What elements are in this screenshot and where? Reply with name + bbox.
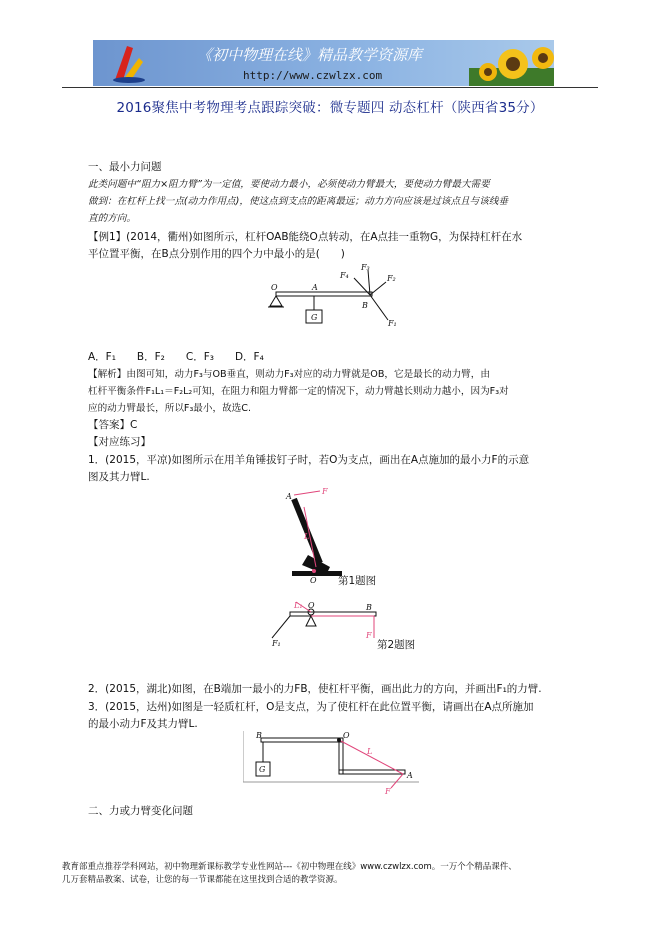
example1-options: A．F₁ B．F₂ C．F₃ D．F₄ bbox=[88, 351, 264, 363]
section1-intro-3: 直的方向。 bbox=[88, 213, 136, 224]
fig-q1-caption: 第1题图 bbox=[338, 575, 377, 587]
force-f1-arrow bbox=[272, 616, 290, 638]
label-b: B bbox=[366, 603, 372, 612]
lever-bar bbox=[276, 292, 372, 296]
q3-line1: 3．(2015，达州)如图是一轻质杠杆，O是支点，为了使杠杆在此位置平衡，请画出在A点所施加 bbox=[88, 701, 534, 713]
label-f1: F₁ bbox=[272, 639, 281, 648]
fulcrum bbox=[270, 296, 282, 306]
board bbox=[292, 571, 342, 576]
label-f1: F₁ bbox=[388, 319, 397, 328]
q3-line2: 的最小动力F及其力臂L. bbox=[88, 718, 198, 730]
force-f3-arrow bbox=[368, 270, 370, 295]
lever-bar bbox=[290, 612, 376, 616]
hammer-handle bbox=[294, 499, 320, 563]
label-g: G bbox=[311, 313, 318, 322]
section1-intro-1: 此类问题中“阻力×阻力臂”为一定值，要使动力最小，必须使动力臂最大，要使动力臂最大需要 bbox=[88, 179, 490, 190]
lever-vertical bbox=[339, 738, 343, 774]
footer-line1: 教育部重点推荐学科网站，初中物理新课标教学专业性网站---《初中物理在线》www.czwlzx.com。一万个个精品课件、 bbox=[62, 862, 517, 872]
banner-graphic bbox=[93, 40, 554, 86]
page-title: 2016聚焦中考物理考点跟踪突破：微专题四 动态杠杆（陕西省35分） bbox=[116, 100, 544, 116]
example1-analysis-3: 应的动力臂最长，所以F₃最小，故选C. bbox=[88, 403, 252, 414]
banner-title: 《初中物理在线》精品教学资源库 bbox=[197, 46, 423, 64]
force-f1-arrow bbox=[370, 295, 388, 320]
header-banner bbox=[93, 40, 554, 86]
example1-line2: 平位置平衡，在B点分别作用的四个力中最小的是( ) bbox=[88, 248, 345, 260]
footer bbox=[62, 861, 602, 887]
label-o: O bbox=[308, 601, 315, 610]
label-f: F bbox=[385, 787, 391, 796]
lever-arm-l bbox=[339, 740, 403, 774]
pivot-o bbox=[312, 569, 316, 573]
label-a: A bbox=[312, 283, 318, 292]
label-g: G bbox=[259, 765, 266, 774]
label-a: A bbox=[286, 492, 292, 501]
figure-q1 bbox=[282, 485, 352, 585]
label-l: L bbox=[304, 532, 310, 541]
example1-analysis-1: 【解析】由图可知，动力F₃与OB垂直，则动力F₃对应的动力臂就是OB，它是最长的动力臂，由 bbox=[88, 369, 490, 380]
label-l: L bbox=[367, 747, 373, 756]
header-divider bbox=[62, 87, 598, 88]
practice-heading: 【对应练习】 bbox=[88, 436, 151, 448]
label-o: O bbox=[343, 731, 350, 740]
section1-heading: 一、最小力问题 bbox=[88, 161, 162, 173]
label-b: B bbox=[362, 301, 368, 310]
label-b: B bbox=[256, 731, 262, 740]
label-f4: F₄ bbox=[340, 271, 349, 280]
banner-url[interactable]: http://www.czwlzx.com bbox=[243, 69, 383, 82]
footer-line2: 几万套精品教案、试卷，让您的每一节课都能在这里找到合适的教学资源。 bbox=[62, 875, 343, 885]
figure-q2 bbox=[268, 598, 380, 648]
example1-line1: 【例1】(2014，衢州)如图所示，杠杆OAB能绕O点转动，在A点挂一重物G，为保持杠杆在水 bbox=[88, 231, 523, 243]
label-f: F bbox=[366, 631, 372, 640]
lever-top bbox=[261, 738, 343, 742]
q1-line1: 1．(2015，平凉)如图所示在用羊角锤拔钉子时，若O为支点，画出在A点施加的最小力F的示意 bbox=[88, 454, 530, 466]
label-a: A bbox=[407, 771, 413, 780]
lever-bottom bbox=[339, 770, 405, 774]
label-o: O bbox=[271, 283, 278, 292]
force-f2-arrow bbox=[370, 282, 386, 295]
fulcrum bbox=[306, 616, 316, 626]
example1-answer: 【答案】C bbox=[88, 419, 138, 431]
q2-text: 2．(2015，湖北)如图，在B端加一最小的力FB，使杠杆平衡，画出此力的方向，并画出F₁的力臂. bbox=[88, 683, 542, 695]
section1-intro-2: 做到：在杠杆上找一点(动力作用点)，使这点到支点的距离最远；动力方向应该是过该点且与该线垂 bbox=[88, 196, 509, 207]
example1-analysis-2: 杠杆平衡条件F₁L₁＝F₂L₂可知，在阻力和阻力臂都一定的情况下，动力臂越长则动力越小，因为F₃对 bbox=[88, 386, 509, 397]
label-f: F bbox=[322, 487, 328, 496]
label-f2: F₂ bbox=[387, 274, 396, 283]
q1-line2: 图及其力臂L. bbox=[88, 471, 150, 483]
label-l1: L₁ bbox=[294, 601, 303, 610]
figure-q3 bbox=[243, 730, 419, 798]
label-f3: F₃ bbox=[361, 263, 370, 272]
force-f-arrow bbox=[391, 774, 403, 788]
label-o: O bbox=[310, 576, 317, 585]
figure-example1 bbox=[262, 262, 412, 337]
fig-q2-caption: 第2题图 bbox=[377, 639, 416, 651]
section2-heading: 二、力或力臂变化问题 bbox=[88, 805, 193, 817]
force-f-arrow bbox=[294, 491, 320, 495]
